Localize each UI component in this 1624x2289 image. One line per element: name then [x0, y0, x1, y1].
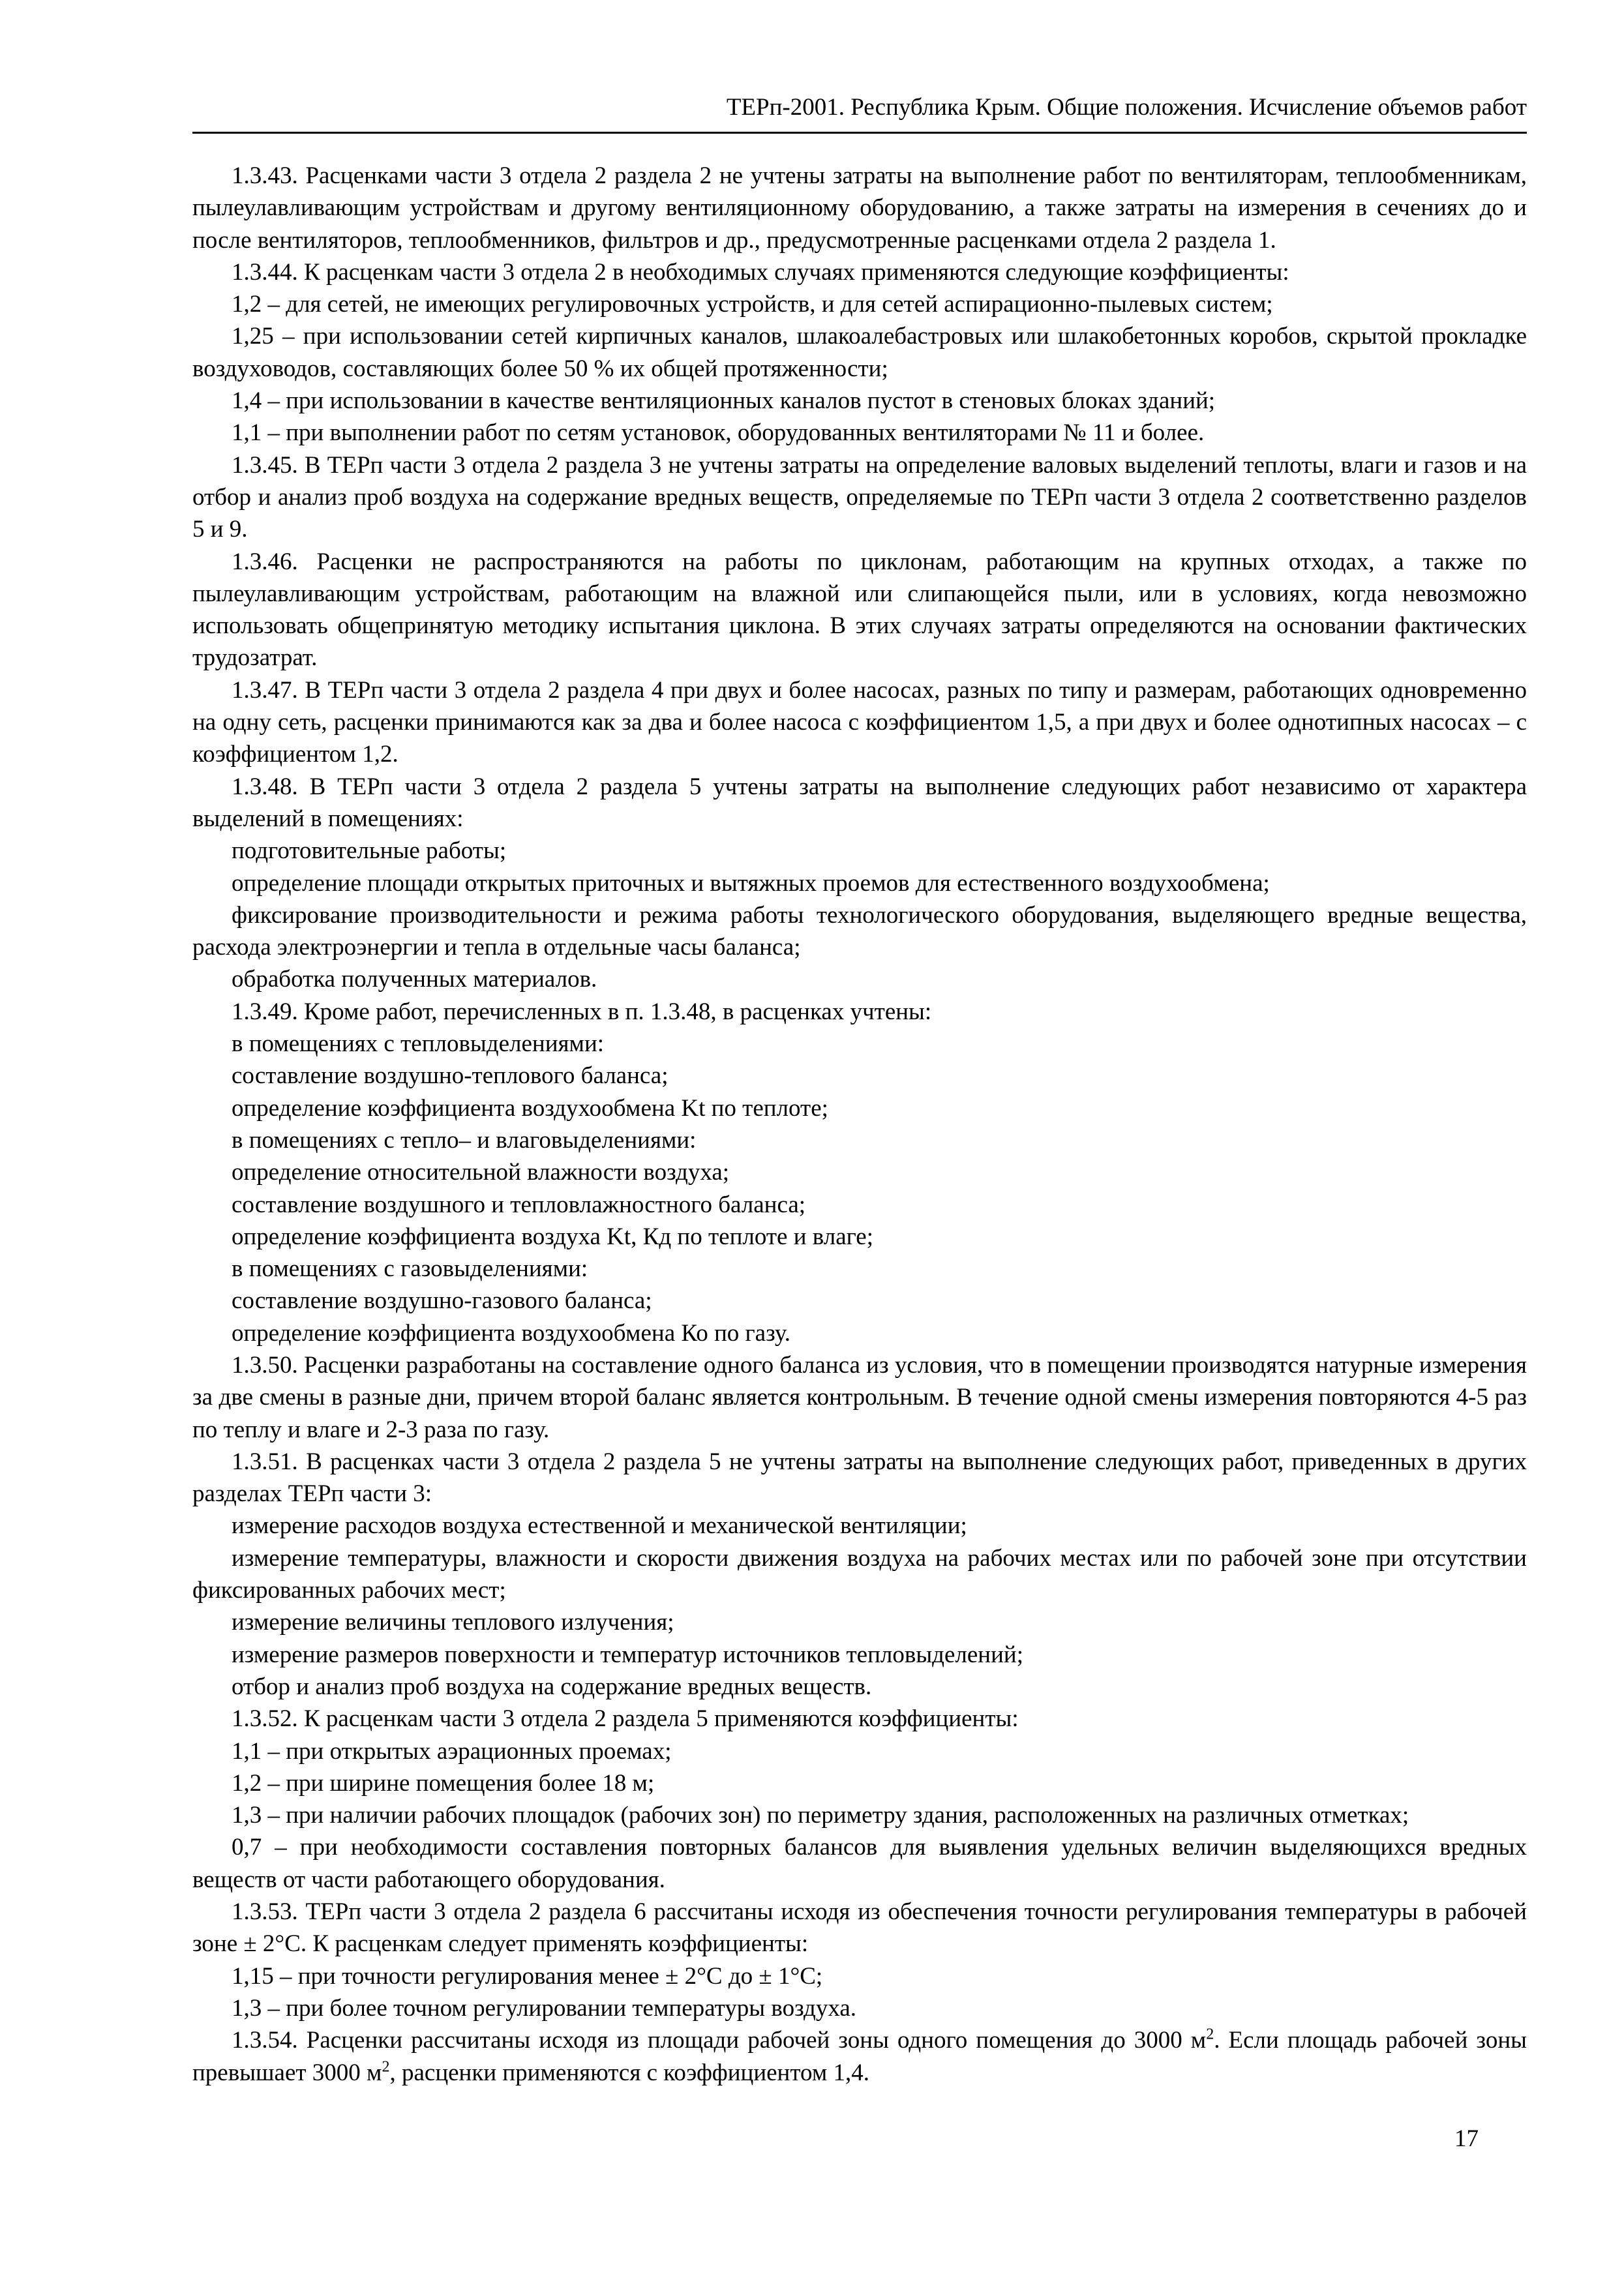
paragraph: 1.3.51. В расценках части 3 отдела 2 раздела 5 не учтены затраты на выполнение следующих работ, приведенных в других разделах ТЕРп части 3: [192, 1448, 1527, 1508]
text-segment: 1.3.54. Расценки рассчитаны исходя из площади рабочей зоны одного помещения до 3000 м [232, 2027, 1207, 2054]
paragraph: 1,3 – при наличии рабочих площадок (рабочих зон) по периметру здания, расположенных на различных отметках; [232, 1802, 1409, 1829]
paragraph: определение площади открытых приточных и вытяжных проемов для естественного воздухообмена; [232, 869, 1270, 897]
superscript: 2 [382, 2058, 390, 2076]
paragraph: 1.3.47. В ТЕРп части 3 отдела 2 раздела 4 при двух и более насосах, разных по типу и размерам, работающих одновременно на одну сеть, расценки принимаются как за два и более насоса с коэффициентом 1,5, а при двух и более однотипных насосах – с коэффициентом 1,2. [192, 676, 1527, 768]
paragraph: в помещениях с тепловыделениями: [232, 1030, 605, 1058]
paragraph: 1.3.48. В ТЕРп части 3 отдела 2 раздела 5 учтены затраты на выполнение следующих работ независимо от характера выделений в помещениях: [192, 773, 1527, 832]
paragraph: измерение расходов воздуха естественной и механической вентиляции; [232, 1512, 967, 1540]
paragraph: 1,4 – при использовании в качестве вентиляционных каналов пустот в стеновых блоках зданий; [232, 387, 1216, 415]
paragraph: подготовительные работы; [232, 837, 507, 865]
paragraph: 1,1 – при открытых аэрационных проемах; [232, 1737, 672, 1765]
paragraph: определение коэффициента воздухообмена Ко по газу. [232, 1319, 790, 1347]
paragraph: составление воздушно-теплового баланса; [232, 1062, 669, 1090]
paragraph: 1,2 – для сетей, не имеющих регулировочных устройств, и для сетей аспирационно-пылевых систем; [232, 291, 1273, 318]
paragraph: определение коэффициента воздуха Kt, Кд по теплоте и влаге; [232, 1223, 874, 1250]
paragraph: измерение размеров поверхности и температур источников тепловыделений; [232, 1641, 1023, 1668]
paragraph: 1.3.44. К расценкам части 3 отдела 2 в необходимых случаях применяются следующие коэффициенты: [232, 258, 1289, 286]
paragraph: измерение температуры, влажности и скорости движения воздуха на рабочих местах или по рабочей зоне при отсутствии фиксированных рабочих мест; [192, 1544, 1527, 1604]
paragraph: 1.3.49. Кроме работ, перечисленных в п. 1.3.48, в расценках учтены: [232, 998, 932, 1025]
paragraph: обработка полученных материалов. [232, 966, 597, 993]
paragraph: 1.3.46. Расценки не распространяются на работы по циклонам, работающим на крупных отходах, а также по пылеулавливающим устройствам, работающим на влажной или слипающейся пыли, или в условиях, когда невозможно использовать общепринятую методику испытания циклона. В этих случаях затраты определяются на основании фактических трудозатрат. [192, 548, 1527, 672]
paragraph: 1.3.53. ТЕРп части 3 отдела 2 раздела 6 рассчитаны исходя из обеспечения точности регулирования температуры в рабочей зоне ± 2°С. К расценкам следует применять коэффициенты: [192, 1898, 1527, 1958]
paragraph: 0,7 – при необходимости составления повторных балансов для выявления удельных величин выделяющихся вредных веществ от части работающего оборудования. [192, 1834, 1527, 1893]
paragraph: 1.3.45. В ТЕРп части 3 отдела 2 раздела 3 не учтены затраты на определение валовых выделений теплоты, влаги и газов и на отбор и анализ проб воздуха на содержание вредных веществ, определяемые по ТЕРп части 3 отдела 2 соответственно разделов 5 и 9. [192, 451, 1527, 543]
paragraph: в помещениях с тепло– и влаговыделениями: [232, 1126, 697, 1154]
document-body [192, 160, 1527, 2089]
text-segment: . Если площадь рабочей зоны превышает 3000 м [192, 2027, 1527, 2086]
paragraph: 1.3.43. Расценками части 3 отдела 2 раздела 2 не учтены затраты на выполнение работ по вентиляторам, теплообменникам, пылеулавливающим устройствам и другому вентиляционному оборудованию, а также затраты на измерения в сечениях до и после вентиляторов, теплообменников, фильтров и др., предусмотренные расценками отдела 2 раздела 1. [192, 162, 1527, 254]
paragraph: 1,25 – при использовании сетей кирпичных каналов, шлакоалебастровых или шлакобетонных коробов, скрытой прокладке воздуховодов, составляющих более 50 % их общей протяженности; [192, 323, 1527, 382]
page-number: 17 [1454, 2125, 1479, 2152]
superscript: 2 [1206, 2026, 1214, 2043]
paragraph: 1.3.52. К расценкам части 3 отдела 2 раздела 5 применяются коэффициенты: [232, 1705, 1019, 1733]
paragraph: 1,15 – при точности регулирования менее ± 2°С до ± 1°С; [232, 1962, 823, 1990]
paragraph: 1,1 – при выполнении работ по сетям установок, оборудованных вентиляторами № 11 и более. [232, 419, 1205, 447]
paragraph: определение коэффициента воздухообмена Kt по теплоте; [232, 1094, 828, 1122]
document-page [192, 91, 1527, 2089]
text-segment: , расценки применяются с коэффициентом 1,4. [389, 2059, 869, 2086]
paragraph: 1,3 – при более точном регулировании температуры воздуха. [232, 1994, 857, 2022]
paragraph-area-limit [192, 2024, 1527, 2089]
paragraph: фиксирование производительности и режима работы технологического оборудования, выделяющего вредные вещества, расхода электроэнергии и тепла в отдельные часы баланса; [192, 901, 1527, 961]
paragraph: составление воздушно-газового баланса; [232, 1287, 652, 1315]
paragraph: в помещениях с газовыделениями: [232, 1255, 588, 1283]
paragraph: отбор и анализ проб воздуха на содержание вредных веществ. [232, 1673, 872, 1700]
paragraph: измерение величины теплового излучения; [232, 1609, 674, 1636]
paragraph: определение относительной влажности воздуха; [232, 1159, 730, 1186]
running-header: ТЕРп-2001. Республика Крым. Общие положения. Исчисление объемов работ [192, 91, 1527, 134]
paragraph: 1.3.50. Расценки разработаны на составление одного баланса из условия, что в помещении производятся натурные измерения за две смены в разные дни, причем второй баланс является контрольным. В течение одной смены измерения повторяются 4-5 раз по теплу и влаге и 2-3 раза по газу. [192, 1351, 1527, 1443]
paragraph: 1,2 – при ширине помещения более 18 м; [232, 1769, 655, 1797]
paragraph: составление воздушного и тепловлажностного баланса; [232, 1191, 806, 1218]
